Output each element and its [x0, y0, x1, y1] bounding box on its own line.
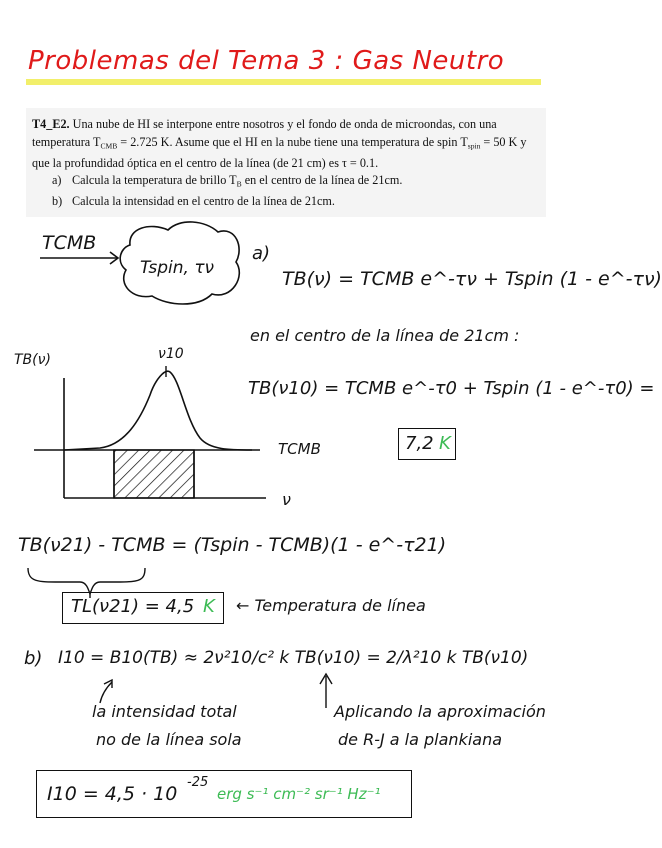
problem-item-b: b) Calcula la intensidad en el centro de la línea de 21cm. — [52, 194, 335, 209]
result-b-units: erg s⁻¹ cm⁻² sr⁻¹ Hz⁻¹ — [217, 785, 381, 803]
hatched-area — [114, 450, 194, 498]
result-line-unit: K — [203, 596, 215, 617]
equation-b: I10 = B10(TB) ≈ 2ν²10/c² k TB(ν10) = 2/λ²10 k TB(ν10) — [58, 648, 529, 668]
page-title: Problemas del Tema 3 : Gas Neutro — [28, 46, 505, 76]
result-a-value: 7,2 — [405, 433, 434, 454]
result-a-unit: K — [439, 433, 451, 454]
note-arrow-left — [100, 680, 112, 703]
problem-item-a: a) Calcula la temperatura de brillo $T_B$ en el centro de la línea de 21cm. — [52, 173, 403, 189]
note-right-line-1: Aplicando la aproximación — [334, 702, 546, 721]
cloud-label: Tspin, τν — [140, 258, 215, 278]
problem-id: T4_E2. — [32, 117, 70, 131]
plot-peak-label: ν10 — [158, 346, 184, 362]
t-cmb-label: TCMB — [42, 232, 97, 254]
equation-center: TB(ν10) = TCMB e^-τ0 + Tspin (1 - e^-τ0) = — [248, 378, 655, 399]
part-b-label: b) — [24, 648, 43, 669]
note-left-line-2: no de la línea sola — [96, 730, 242, 749]
equation-a: TB(ν) = TCMB e^-τν + Tspin (1 - e^-τν) — [282, 268, 662, 290]
underbrace — [28, 568, 145, 594]
result-a-box — [398, 428, 456, 460]
line-profile — [64, 371, 252, 450]
note-left-line-1: la intensidad total — [92, 702, 237, 721]
plot-y-label: TB(ν) — [14, 352, 51, 368]
center-line-text: en el centro de la línea de 21cm : — [250, 326, 520, 345]
part-a-label: a) — [252, 243, 271, 264]
result-line-box — [62, 592, 224, 624]
result-b-box — [36, 770, 412, 818]
note-arrow-right — [320, 674, 332, 708]
equation-line: TB(ν21) - TCMB = (Tspin - TCMB)(1 - e^-τ21) — [18, 534, 447, 556]
result-line-value: TL(ν21) = 4,5 — [71, 596, 195, 617]
result-b-exponent: -25 — [187, 775, 209, 790]
line-temperature-label: ← Temperatura de línea — [236, 596, 426, 615]
problem-text: T4_E2. Una nube de HI se interpone entre nosotros y el fondo de onda de microondas, con una temperatura $T_{CMB} = 2.725$ K. Asume que el HI en la nube tiene una temperatura de spin $T_{spin} = 50$ K y que la profundidad óptica en el centro de la línea (de 21 cm) es τ = 0.1. — [32, 117, 527, 170]
result-b-value: I10 = 4,5 · 10 — [47, 783, 178, 805]
plot-x-label: ν — [282, 490, 291, 509]
note-right-line-2: de R-J a la plankiana — [338, 730, 503, 749]
plot-baseline-label: TCMB — [278, 440, 321, 458]
